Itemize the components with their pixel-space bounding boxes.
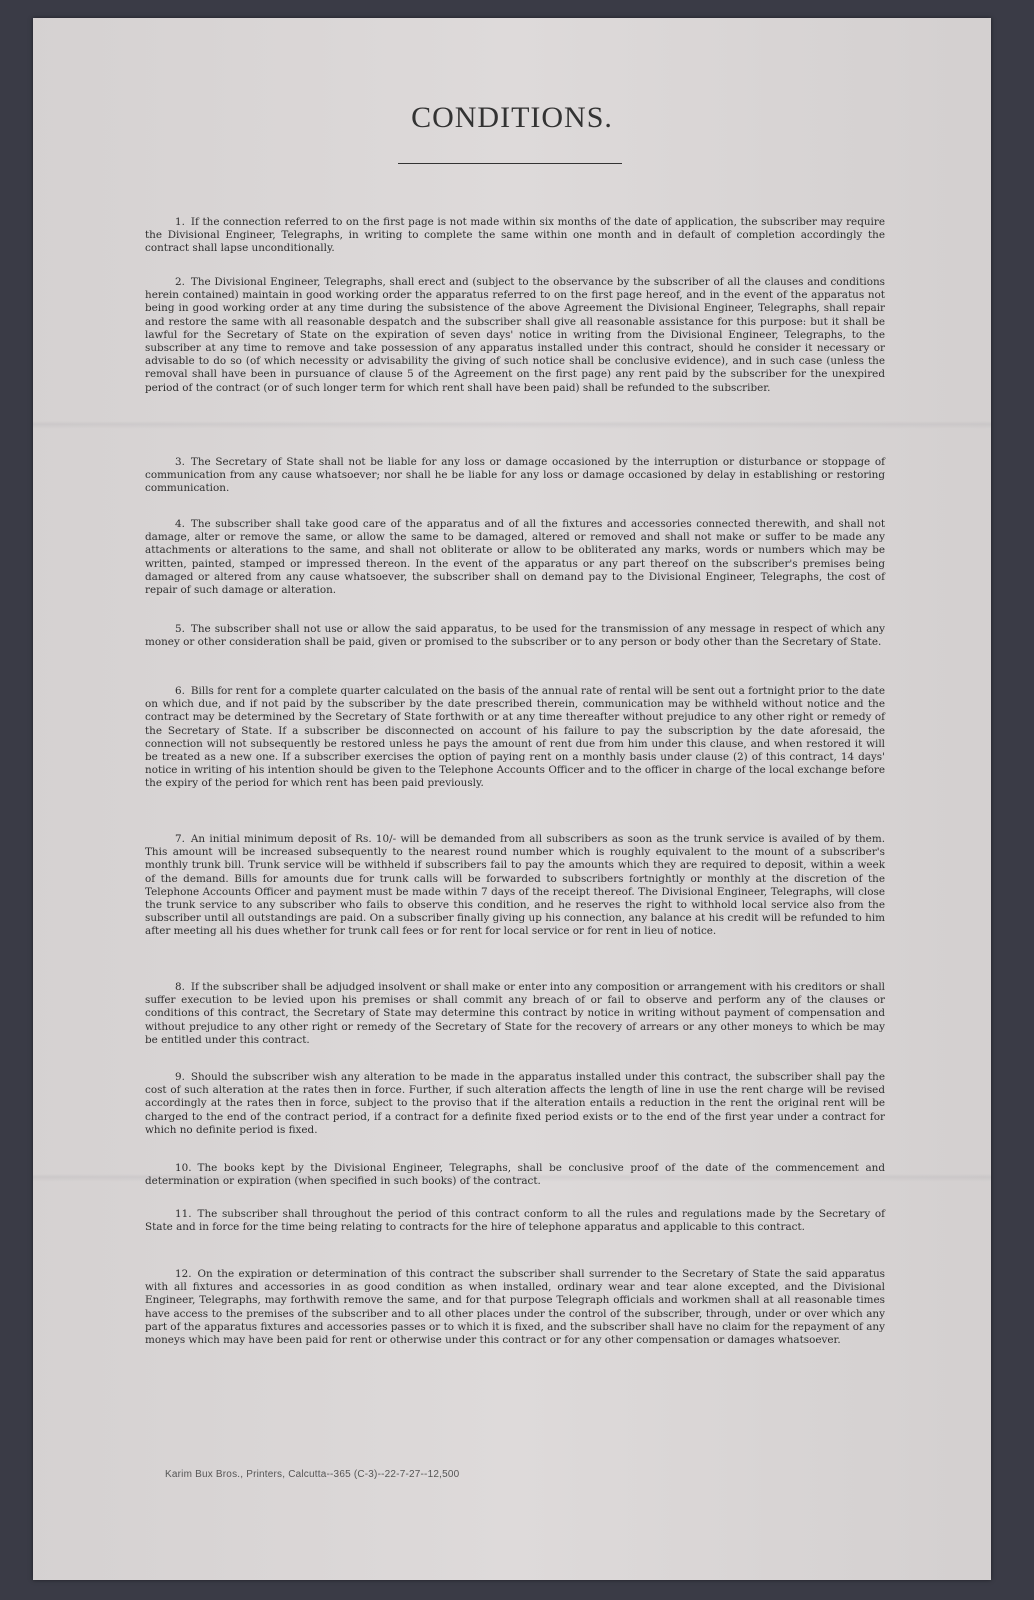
clause-2 [145,276,885,395]
clause-number: 3. [175,456,185,468]
clause-number: 10. [175,1162,192,1174]
clause-text: Bills for rent for a complete quarter calculated on the basis of the annual rate of rental will be sent out a fortnight prior to the date on which due, and if not paid by the subscriber by the date prescribed therein, communication may be withheld without notice and the contract may be determined by the Secretary of State forthwith or at any time thereafter without prejudice to any other right or remedy of the Secretary of State. If a subscriber be disconnected on account of his failure to pay the subscription by the date aforesaid, the connection will not subsequently be restored unless he pays the amount of rent due from him under this clause, and when restored it will be treated as a new one. If a subscriber exercises the option of paying rent on a monthly basis under clause (2) of this contract, 14 days' notice in writing of his intention should be given to the Telephone Accounts Officer and to the officer in charge of the local exchange before the expiry of the period for which rent has been paid previously. [145,685,885,790]
clause-number: 4. [175,518,185,530]
clause-6 [145,685,885,791]
page-title: CONDITIONS. [411,101,613,134]
clause-number: 2. [175,276,185,288]
clause-text: The Secretary of State shall not be liable for any loss or damage occasioned by the interruption or disturbance or stoppage of communication from any cause whatsoever; nor shall he be liable for any loss or damage occasioned by delay in establishing or restoring communication. [145,456,885,495]
clause-1 [145,216,885,256]
clause-number: 12. [175,1268,192,1280]
clause-number: 1. [175,216,185,228]
document-page [33,18,991,1580]
clause-text: The books kept by the Divisional Engineer, Telegraphs, shall be conclusive proof of the date of the commencement and determination or expiration (when specified in such books) of the contract. [145,1162,885,1188]
clause-5 [145,623,885,649]
clause-12 [145,1268,885,1347]
clause-text: If the connection referred to on the first page is not made within six months of the date of application, the subscriber may require the Divisional Engineer, Telegraphs, in writing to complete the same within one month and in default of completion accordingly the contract shall lapse unconditionally. [145,216,885,255]
clause-text: Should the subscriber wish any alteration to be made in the apparatus installed under this contract, the subscriber shall pay the cost of such alteration at the rates then in force. Further, if such alteration affects the length of line in use the rent charge will be revised accordingly at the rates then in force, subject to the proviso that if the alteration entails a reduction in the rent the original rent will be charged to the end of the contract period, if a contract for a definite fixed period exists or to the end of the first year under a contract for which no definite period is fixed. [145,1071,885,1136]
clause-number: 5. [175,623,185,635]
clause-8 [145,981,885,1047]
clause-text: The subscriber shall throughout the period of this contract conform to all the rules and regulations made by the Secretary of State and in force for the time being relating to contracts for the hire of telephone apparatus and applicable to this contract. [145,1208,885,1234]
clause-text: On the expiration or determination of this contract the subscriber shall surrender to the Secretary of State the said apparatus with all fixtures and accessories in as good condition as when installed, ordinary wear and tear alone excepted, and the Divisional Engineer, Telegraphs, may forthwith remove the same, and for that purpose Telegraph officials and workmen shall at all reasonable times have access to the premises of the subscriber and to all other places under the control of the subscriber, through, under or over which any part of the apparatus fixtures and accessories passes or to which it is fixed, and the subscriber shall have no claim for the repayment of any moneys which may have been paid for rent or otherwise under this contract or for any other compensation or damages whatsoever. [145,1268,885,1347]
clause-number: 11. [175,1208,192,1220]
clause-number: 8. [175,981,185,993]
clause-number: 6. [175,685,185,697]
clause-text: The Divisional Engineer, Telegraphs, shall erect and (subject to the observance by the subscriber of all the clauses and conditions herein contained) maintain in good working order the apparatus referred to on the first page hereof, and in the event of the apparatus not being in good working order at any time during the subsistence of the above Agreement the Divisional Engineer, Telegraphs, shall repair and restore the same with all reasonable despatch and the subscriber shall give all reasonable assistance for this purpose: but it shall be lawful for the Secretary of State on the expiration of seven days' notice in writing from the Divisional Engineer, Telegraphs, to the subscriber at any time to remove and take possession of any apparatus installed under this contract, should he consider it necessary or advisable to do so (of which necessity or advisability the giving of such notice shall be conclusive evidence), and in such case (unless the removal shall have been in pursuance of clause 5 of the Agreement on the first page) any rent paid by the subscriber for the unexpired period of the contract (or of such longer term for which rent shall have been paid) shall be refunded to the subscriber. [145,276,885,394]
clause-number: 7. [175,833,185,845]
clause-10 [145,1162,885,1188]
clause-text: The subscriber shall not use or allow the said apparatus, to be used for the transmission of any message in respect of which any money or other consideration shall be paid, given or promised to the subscriber or to any person or body other than the Secretary of State. [145,623,885,649]
clause-text: The subscriber shall take good care of the apparatus and of all the fixtures and accessories connected therewith, and shall not damage, alter or remove the same, or allow the same to be damaged, altered or removed and shall not make or suffer to be made any attachments or alterations to the same, and shall not obliterate or allow to be obliterated any marks, words or numbers which may be written, painted, stamped or impressed thereon. In the event of the apparatus or any part thereof on the subscriber's premises being damaged or altered from any cause whatsoever, the subscriber shall on demand pay to the Divisional Engineer, Telegraphs, the cost of repair of such damage or alteration. [145,518,885,597]
clause-9 [145,1071,885,1137]
clause-text: If the subscriber shall be adjudged insolvent or shall make or enter into any composition or arrangement with his creditors or shall suffer execution to be levied upon his premises or shall commit any breach of or fail to observe and perform any of the clauses or conditions of this contract, the Secretary of State may determine this contract by notice in writing without payment of compensation and without prejudice to any other right or remedy of the Secretary of State for the recovery of arrears or any other moneys to which be may be entitled under this contract. [145,981,885,1046]
clause-7 [145,833,885,939]
clause-3 [145,456,885,496]
clause-11 [145,1208,885,1234]
title-divider [398,163,622,164]
clause-4 [145,518,885,597]
printer-imprint: Karim Bux Bros., Printers, Calcutta--365 (C-3)--22-7-27--12,500 [165,1469,460,1480]
clause-number: 9. [175,1071,185,1083]
clause-text: An initial minimum deposit of Rs. 10/- will be demanded from all subscribers as soon as the trunk service is availed of by them. This amount will be increased subsequently to the nearest round number which is roughly equivalent to the mount of a subscriber's monthly trunk bill. Trunk service will be withheld if subscribers fail to pay the amounts which they are required to deposit, within a week of the demand. Bills for amounts due for trunk calls will be forwarded to subscribers fortnightly or monthly at the discretion of the Telephone Accounts Officer and payment must be made within 7 days of the receipt thereof. The Divisional Engineer, Telegraphs, will close the trunk service to any subscriber who fails to observe this condition, and he reserves the right to withhold local service also from the subscriber until all outstandings are paid. On a subscriber finally giving up his connection, any balance at his credit will be refunded to him after meeting all his dues whether for trunk call fees or for rent for local service or for rent in lieu of notice. [145,833,885,938]
